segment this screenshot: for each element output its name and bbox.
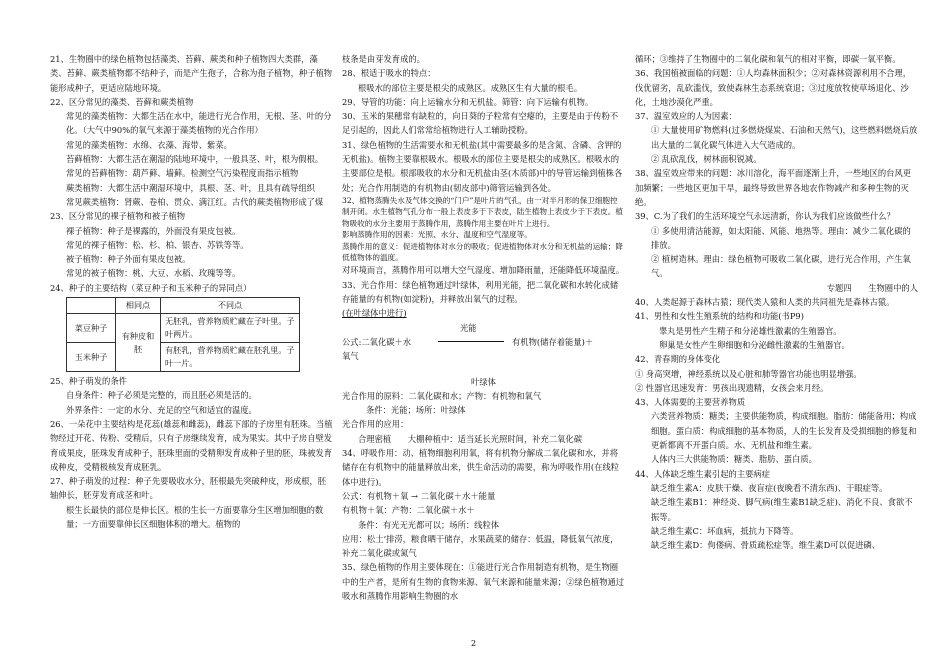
item-41: 41、男性和女性生殖系统的结构和功能(书P9) — [635, 311, 804, 322]
photosynthesis-equation — [342, 321, 625, 375]
table-header-cell: 相同点 — [116, 298, 161, 314]
table-cell: 菜豆种子 — [67, 314, 116, 343]
transpiration-meaning: 蒸腾作用的意义：促进植物体对水分的吸收；促进植物体对水分和无机盐的运输；降低植物体的温度。 — [342, 241, 623, 262]
respiration-formula-2: 有机物＋氧：产物：二氧化碳＋水＋ — [342, 505, 475, 516]
respiration-formula: 公式：有机物＋氧 → 二氧化碳＋水＋能量 — [342, 490, 496, 501]
algae-desc: 常见的藻类植物：大都生活在水中，能进行光合作用，无根、茎、叶的分化。（大气中90%的氧气来源于藻类植物的光合作用） — [66, 111, 332, 136]
moss-desc: 苔藓植物：大都生活在潮湿的陆地环境中，一般具茎、叶，根为假根。 — [66, 154, 324, 165]
item-44: 44、人体缺乏维生素引起的主要病症 — [635, 468, 771, 479]
respiration-applications: 应用：松土‘排涝，粮食晒干储存，水果蔬菜的储存：低温，降低氧气浓度，补充二氧化碳或氮气 — [342, 533, 619, 559]
item-28: 28、根适于吸水的特点： — [342, 68, 436, 79]
table-header-cell — [67, 298, 116, 314]
column-right — [635, 52, 918, 552]
section-heading: 专题四 生物圈中的人 — [826, 282, 918, 293]
suggestion-1: ① 多使用清洁能源，如太阳能、风能、地热等。理由：减少二氧化碳的排放。 — [651, 225, 911, 250]
transpiration-environment: 对环境而言，蒸腾作用可以增大空气湿度、增加降雨量，还能降低环境温度。 — [342, 265, 625, 276]
root-growth: 根生长最快的部位是伸长区。根的生长一方面要靠分生区增加细胞的数量；一方面要靠伸长区细胞体积的增大。植物的 — [66, 504, 324, 530]
algae-examples: 常见的藻类植物：水绵、衣藻、海带、紫菜。 — [66, 139, 232, 150]
table-header-cell: 不同点 — [161, 298, 300, 314]
item-38: 38、温室效应带来的问题：冰川溶化，海平面逐渐上升，一些地区的台风更加频繁；一些地区更加干旱，最终导致世界各地农作物减产和多种生物的灭绝。 — [635, 168, 912, 207]
item-21: 21、生物圈中的绿色植物包括藻类、苔藓、蕨类和种子植物四大类群，藻类、苔藓、蕨类植物都不结种子，而是产生孢子，合称为孢子植物，种子植物能形成种子，更适应陆地环境。 — [50, 54, 333, 93]
item-24: 24、种子的主要结构（菜豆种子和玉米种子的异同点） — [50, 282, 252, 293]
item-29: 29、导管的功能：向上运输水分和无机盐。筛管：向下运输有机物。 — [342, 96, 594, 107]
item-25: 25、种子萌发的条件 — [50, 376, 127, 387]
external-condition: 外界条件：一定的水分、充足的空气和适宜的温度。 — [66, 404, 257, 415]
transpiration-factors: 影响蒸腾作用的因素：光照、水分、温度和空气湿度等。 — [342, 230, 532, 240]
puberty-change-2: ② 性器官迅速发育：男孩出现遗精，女孩会来月经。 — [635, 382, 829, 393]
light-label: 光能 — [460, 322, 477, 333]
item-39: 39、C.为了我们的生活环境空气永远清新，你认为我们应该做些什么？ — [635, 211, 895, 222]
item-30: 30、玉米的果穗常有缺粒的，向日葵的子粒常有空瘪的，主要是由于传粉不足引起的，因此人们常常给植物进行人工辅助授粉。 — [342, 111, 619, 136]
item-32: 32、植物蒸腾失水及气体交换的“门户”是叶片的气孔，由一对半月形的保卫细胞控制开闭。水生植物气孔分布一般上表皮多于下表皮，陆生植物上表皮少于下表皮。植物吸收的水分主要用于蒸腾作用，蒸腾作用主要在叶片上进行。 — [342, 195, 623, 228]
gymnosperm-examples: 常见的裸子植物：松、杉、柏、银杏、苏铁等等。 — [66, 239, 249, 250]
nutrients-desc: 六类营养物质：糖类；主要供能物质，构成细胞。脂肪：储能备用；构成细胞。蛋白质：构成细胞的基本物质，人的生长发育及受损细胞的修复和更新都离不开蛋白质。水、无机盐和维生素。 — [651, 411, 917, 451]
suggestion-2: ② 植树造林。理由：绿色植物可吸收二氧化碳，进行光合作用，产生氧气。 — [651, 254, 911, 279]
item-33: 33、光合作用：绿色植物通过叶绿体，利用光能，把二氧化碳和水转化成储存能量的有机物(如淀粉)，并释放出氧气的过程。 — [342, 279, 619, 304]
table-cell: 有种皮和胚 — [116, 314, 161, 372]
seed-structure-table — [66, 297, 300, 372]
respiration-conditions: 条件：有光无光都可以；场所：线粒体 — [358, 519, 500, 530]
equation-lhs: 公式:二氧化碳＋水 — [342, 336, 412, 347]
testis-desc: 睾丸是男性产生精子和分泌雄性激素的生殖器官。 — [659, 325, 842, 336]
vitamin-d: 缺乏维生素D：佝偻病、骨质疏松症等。维生素D可以促进磷、 — [651, 540, 881, 551]
vitamin-b1: 缺乏维生素B1：神经炎、脚气病(维生素B1缺乏症)、消化不良、食欲不振等。 — [651, 497, 913, 522]
item-40: 40、人类起源于森林古猿；现代类人猿和人类的共同祖先是森林古猿。 — [635, 297, 895, 308]
column-middle — [342, 52, 625, 603]
item-34: 34、呼吸作用：动、植物细胞利用氧，将有机物分解成二氧化碳和水，并将储存在有机物中的能量释放出来，供生命活动的需要，称为呼吸作用(在线粒体中进行)。 — [342, 448, 620, 487]
root-absorb: 根吸水的部位主要是根尖的成熟区。成熟区生有大量的根毛。 — [358, 82, 583, 93]
fern-desc: 蕨类植物：大都生活中潮湿环境中，具根、茎、叶，且具有疏导组织 — [66, 182, 315, 193]
table-row — [67, 343, 300, 372]
vitamin-a: 缺乏维生素A：皮肤干燥、夜盲症(夜晚看不清东西)、干眼症等。 — [651, 482, 888, 493]
table-cell: 玉米种子 — [67, 343, 116, 372]
item-26: 26、一朵花中主要结构是花蕊(雄蕊和雌蕊)，雌蕊下部的子房里有胚珠。当植物经过开花、传粉、受精后，只有子房继续发育，成为果实。其中子房自壁发育成果皮，胚珠发育成种子，胚珠里面的受精卵发育成种子里的胚，珠被发育成种皮，受精极核发育成胚乳。 — [50, 418, 333, 472]
water-cycle: 循环；③维持了生物圈中的二氧化碳和氧气的相对平衡，即碳一氧平衡。 — [635, 54, 901, 64]
chloroplast-note: (在叶绿体中进行) — [342, 308, 407, 319]
item-43: 43、人体需要的主要营养物质 — [635, 397, 746, 408]
item-31: 31、绿色植物的生活需要水和无机盐(其中需要最多的是含氮、含磷、含钾的无机盐)。植物主要靠根吸水。根吸水的部位主要是根尖的成熟区。根吸水的主要部位是根。根部吸收的水分和无机盐由茎(木质部)中的导管运输到植株各处；光合作用制造的有机物由(韧皮部中)筛管运输到各处。 — [342, 139, 623, 193]
chloroplast-label: 叶绿体 — [471, 376, 496, 387]
photosynthesis-applications: 光合作用的应用： — [342, 419, 409, 430]
item-36: 36、我国植被面临的问题：①人均森林面积少；②对森林资源利用不合理，伐优留劣，乱砍滥伐，致使森林生态系统衰退；③过度放牧使草场退化、沙化，土地沙漠化严重。 — [635, 68, 912, 107]
table-row — [67, 314, 300, 343]
angiosperm-examples: 常见的被子植物：桃、大豆、水稻、玫瑰等等。 — [66, 268, 241, 279]
page-number: 2 — [471, 639, 477, 648]
branch-origin: 枝条是由芽发育成的。 — [342, 54, 425, 64]
item-27: 27、种子萌发的过程：种子先要吸收水分，胚根最先突破种皮，形成根，胚轴伸长，胚芽发育成茎和叶。 — [50, 476, 327, 501]
arrow-icon — [438, 341, 504, 342]
greenhouse-cause-1: ① 大量使用矿物燃料(过多燃烧煤炭、石油和天然气)，这些燃料燃烧后放出大量的二氧化碳气体进入大气造成的。 — [651, 125, 918, 150]
energy-nutrients: 人体内三大供能物质：糖类、脂肪、蛋白质。 — [651, 454, 817, 465]
table-cell: 无胚乳，营养物质贮藏在子叶里。子叶两片。 — [161, 314, 300, 343]
photosynthesis-conditions: 条件：光能；场所：叶绿体 — [366, 405, 466, 416]
ovary-desc: 卵巢是女性产生卵细胞和分泌雌性激素的生殖器官。 — [659, 339, 850, 350]
internal-condition: 自身条件：种子必须是完整的，而且胚必须是活的。 — [66, 390, 257, 401]
photosynthesis-application-detail: 合理密植 大棚种植中：适当延长光照时间，补充二氧化碳 — [358, 433, 583, 444]
item-37: 37、温室效应的人为因素： — [635, 111, 737, 122]
item-22: 22、区分常见的藻类、苔藓和蕨类植物 — [50, 96, 194, 107]
angiosperm-desc: 被子植物：种子外面有果皮包被。 — [66, 254, 191, 265]
gymnosperm-desc: 裸子植物：种子是裸露的，外面没有果皮包被。 — [66, 225, 241, 236]
moss-examples: 常见的苔藓植物：葫芦藓、墙藓。检测空气污染程度而指示植物 — [66, 168, 299, 179]
puberty-change-1: ① 身高突增，神经系统以及心脏和肺等器官功能也明显增强。 — [635, 368, 862, 379]
item-23: 23、区分常见的裸子植物和被子植物 — [50, 211, 186, 222]
vitamin-c: 缺乏维生素C：坏血病，抵抗力下降等。 — [651, 525, 799, 536]
item-35: 35、绿色植物的作用主要体现在：①能进行光合作用制造有机物，是生物圈中的生产者，是所有生物的食物来源、氧气来源和能量来源；②绿色植物通过吸水和蒸腾作用影响生物圈的水 — [342, 562, 625, 602]
table-cell: 有胚乳，营养物质贮藏在胚乳里。子叶一片。 — [161, 343, 300, 372]
column-left — [50, 52, 333, 531]
photosynthesis-materials: 光合作用的原料：二氧化碳和水；产物：有机物和氧气 — [342, 390, 542, 401]
equation-o2: 氧气 — [342, 350, 359, 361]
item-42: 42、青春期的身体变化 — [635, 354, 721, 365]
table-row — [67, 298, 300, 314]
fern-examples: 常见蕨类植物：肾蕨、卷柏、贯众、满江红。古代的蕨类植物形成了煤 — [66, 196, 324, 207]
greenhouse-cause-2: ② 乱砍乱伐，树林面积锐减。 — [651, 154, 762, 165]
equation-rhs: 有机物(储存着能量)＋ — [512, 336, 594, 347]
